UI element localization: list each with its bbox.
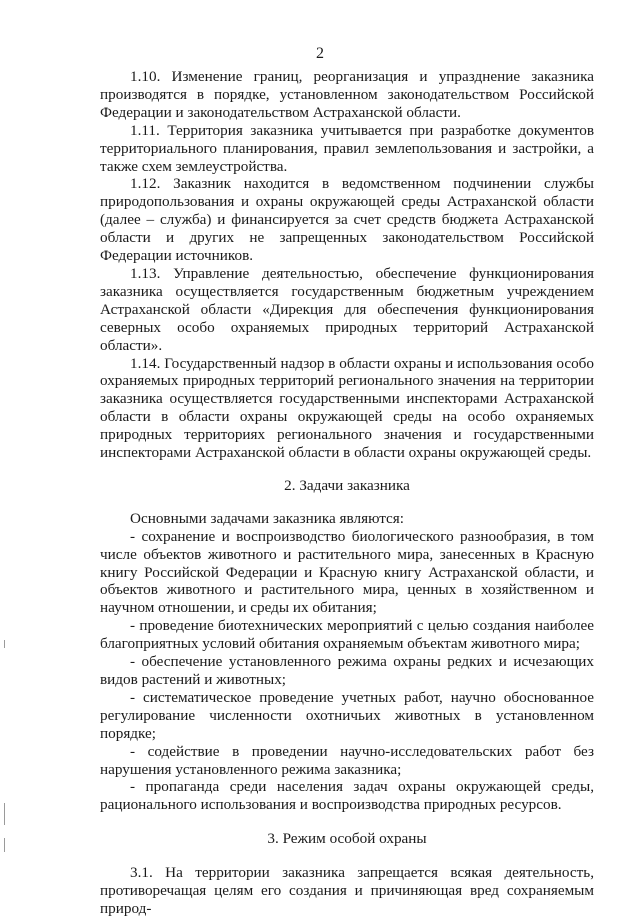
task-list-item: - систематическое проведение учетных работ, научно обоснованное регулирование численности охотничьих животных в установленном порядке; (100, 688, 594, 742)
scan-margin-marks (0, 0, 20, 905)
page-number: 2 (316, 45, 324, 62)
scan-mark (4, 640, 5, 648)
task-list-item: - пропаганда среди населения задач охраны окружающей среды, рационального использования и воспроизводства природных ресурсов. (100, 778, 594, 814)
task-list-item: - содействие в проведении научно-исследовательских работ без нарушения установленного режима заказника; (100, 742, 594, 778)
paragraph-1-10: 1.10. Изменение границ, реорганизация и упразднение заказника производятся в порядке, установленном законодательством Российской Федерации и законодательством Астраханской области. (100, 68, 594, 121)
paragraph-1-13: 1.13. Управление деятельностью, обеспечение функционирования заказника осуществляется государственным бюджетным учреждением Астраханской области «Дирекция для обеспечения функционирования северных особо охраняемых природных территорий Астраханской области». (100, 264, 594, 354)
section-3-heading: 3. Режим особой охраны (267, 830, 427, 848)
section-2-intro: Основными задачами заказника являются: (130, 509, 404, 527)
paragraph-3-1: 3.1. На территории заказника запрещается всякая деятельность, противоречащая целям его создания и причиняющая вред сохраняемым природ- (100, 864, 594, 917)
section-2-heading: 2. Задачи заказника (284, 476, 410, 494)
paragraph-1-11: 1.11. Территория заказника учитывается при разработке документов территориального планирования, правил землепользования и застройки, а также схем землеустройства. (100, 121, 594, 175)
paragraph-1-14: 1.14. Государственный надзор в области охраны и использования особо охраняемых природных территорий регионального значения на территории заказника осуществляется государственными инспекторами Астраханской области в области охраны окружающей среды на особо охраняемых природных территориях регионального значения и государственными инспекторами Астраханской области в области охраны окружающей среды. (100, 354, 594, 462)
task-list-item: - сохранение и воспроизводство биологического разнообразия, в том числе объектов животного и растительного мира, занесенных в Красную книгу Российской Федерации и Красную книгу Астраханской области, и объектов животного и растительного мира, ценных в хозяйственном и научном отношении, и среды их обитания; (100, 527, 594, 617)
task-list-item: - обеспечение установленного режима охраны редких и исчезающих видов растений и животных; (100, 653, 594, 688)
document-body (100, 68, 594, 918)
scan-mark (4, 803, 5, 825)
task-list-item: - проведение биотехнических мероприятий с целью создания наиболее благоприятных условий обитания охраняемым объектам животного мира; (100, 617, 594, 653)
paragraph-1-12: 1.12. Заказник находится в ведомственном подчинении службы природопользования и охраны окружающей среды Астраханской области (далее – служба) и финансируется за счет средств бюджета Астраханской области и других не запрещенных законодательством Российской Федерации источников. (100, 175, 594, 265)
scan-mark (4, 838, 5, 852)
